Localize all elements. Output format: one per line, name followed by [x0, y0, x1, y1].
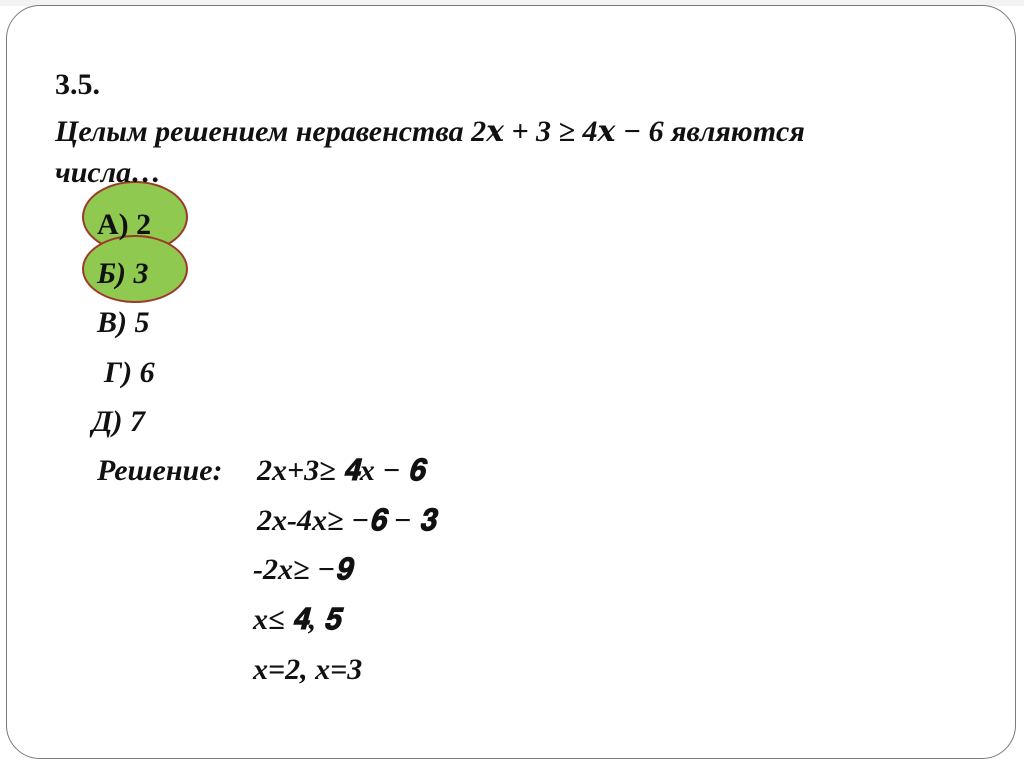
solution-step-1: 2x+3≥ 𝟒x − 𝟔: [257, 454, 425, 487]
option-g: Г) 6: [104, 356, 155, 389]
solution-label: Решение:: [97, 454, 223, 487]
option-d: Д) 7: [92, 405, 145, 438]
problem-number: 3.5.: [55, 68, 100, 101]
solution-step-3: -2x≥ −𝟗: [253, 553, 352, 586]
solution-step-4: x≤ 𝟒, 𝟓: [253, 603, 341, 636]
solution-step-5: x=2, x=3: [253, 653, 363, 686]
option-a: А) 2: [97, 208, 152, 241]
option-b: Б) 3: [97, 257, 149, 290]
option-v: В) 5: [97, 306, 150, 339]
question-text-continued: числа…: [55, 156, 162, 189]
question-text: Целым решением неравенства 2𝒙 + 3 ≥ 4𝒙 − 6 являются: [55, 115, 805, 148]
solution-step-2: 2x-4x≥ −𝟔 − 𝟑: [257, 504, 436, 537]
